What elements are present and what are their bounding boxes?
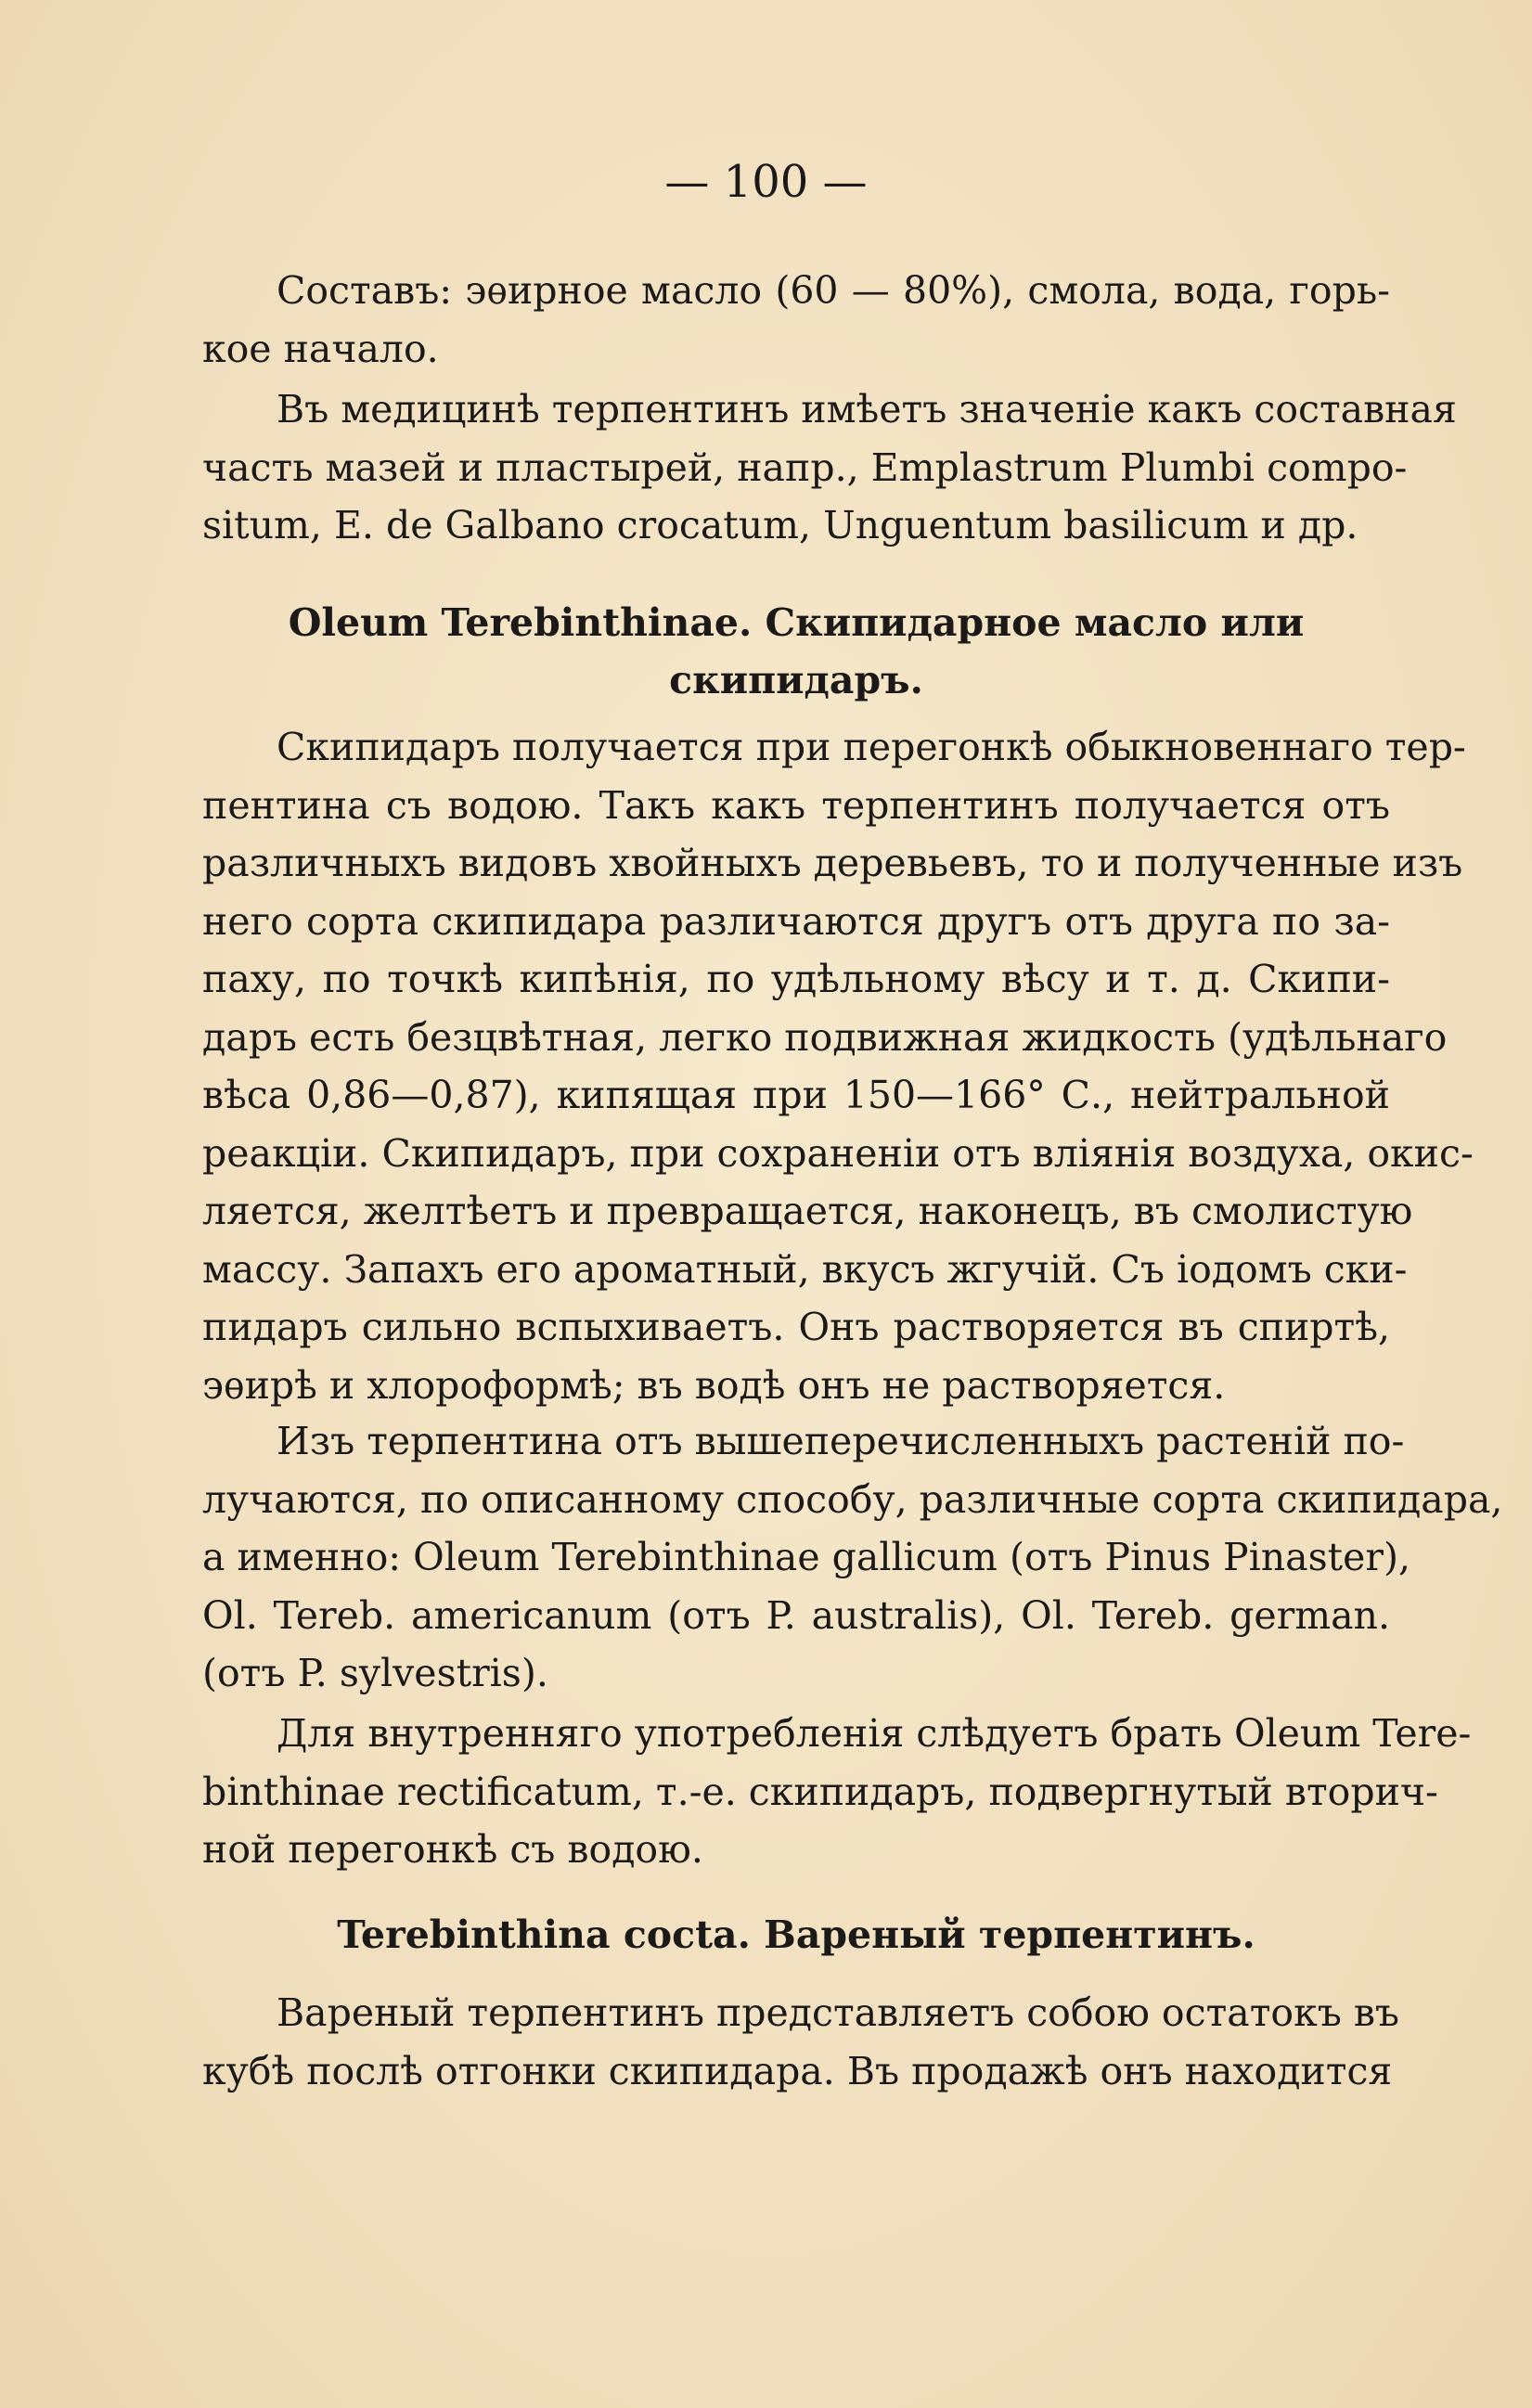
text-line: пидаръ сильно вспыхиваетъ. Онъ растворяется въ спиртѣ, bbox=[202, 1305, 1390, 1349]
text-line: вѣса 0,86—0,87), кипящая при 150—166° С., нейтральной bbox=[202, 1073, 1390, 1117]
text-line: Для внутренняго употребленія слѣдуетъ брать Oleum Tere- bbox=[277, 1711, 1472, 1756]
text-line: кубѣ послѣ отгонки скипидара. Въ продажѣ онъ находится bbox=[202, 2048, 1393, 2093]
text-line: situm, E. de Galbano crocatum, Unguentum basilicum и др. bbox=[202, 503, 1358, 547]
text-line: даръ есть безцвѣтная, легко подвижная жидкость (удѣльнаго bbox=[202, 1014, 1448, 1060]
page-number: — 100 — bbox=[664, 156, 868, 208]
section-heading-cocta bbox=[202, 1906, 1390, 1964]
text-line: него сорта скипидара различаются другъ отъ друга по за- bbox=[202, 898, 1390, 944]
heading-line: Terebinthina cocta. Вареный терпентинъ. bbox=[337, 1912, 1255, 1957]
text-line: Изъ терпентина отъ вышеперечисленныхъ растеній по- bbox=[277, 1419, 1405, 1463]
paragraph-composition bbox=[202, 262, 1390, 381]
text-line: Ol. Tereb. americanum (отъ P. australis), Ol. Tereb. german. bbox=[202, 1592, 1390, 1638]
paragraph-cooked-turpentine bbox=[202, 1984, 1399, 2104]
text-line: реакціи. Скипидаръ, при сохраненіи отъ вліянія воздуха, окис- bbox=[202, 1130, 1474, 1176]
text-line: binthinae rectificatum, т.-е. скипидаръ, подвергнутый вторич- bbox=[202, 1769, 1438, 1814]
text-line: (отъ P. sylvestris). bbox=[202, 1651, 548, 1695]
heading-line: Oleum Terebinthinae. Скипидарное масло или bbox=[288, 600, 1305, 645]
heading-line: скипидаръ. bbox=[669, 658, 923, 702]
text-line: часть мазей и пластырей, напр., Emplastrum Plumbi compo- bbox=[202, 444, 1408, 490]
text-line: ляется, желтѣетъ и превращается, наконецъ, въ смолистую bbox=[202, 1189, 1413, 1233]
text-line: лучаются, по описанному способу, различные сорта скипидара, bbox=[202, 1476, 1503, 1522]
text-line: паху, по точкѣ кипѣнія, по удѣльному вѣсу и т. д. Скипи- bbox=[202, 957, 1390, 1001]
paragraph-turpentine-oil bbox=[202, 718, 1474, 1418]
text-line: Въ медицинѣ терпентинъ имѣетъ значеніе какъ составная bbox=[277, 387, 1457, 431]
text-line: кое начало. bbox=[202, 326, 439, 371]
paragraph-internal-use bbox=[202, 1705, 1472, 1883]
paragraph-medicine bbox=[202, 380, 1457, 559]
text-line: эѳирѣ и хлороформѣ; въ водѣ онъ не растворяется. bbox=[202, 1362, 1226, 1408]
paragraph-sorts bbox=[202, 1412, 1503, 1706]
text-line: Скипидаръ получается при перегонкѣ обыкновеннаго тер- bbox=[277, 725, 1466, 769]
text-line: Составъ: эѳирное масло (60 — 80%), смола, вода, горь- bbox=[277, 268, 1390, 313]
text-line: ной перегонкѣ съ водою. bbox=[202, 1827, 703, 1872]
text-line: пентина съ водою. Такъ какъ терпентинъ получается отъ bbox=[202, 782, 1390, 828]
text-line: а именно: Oleum Terebinthinae gallicum (отъ Pinus Pinaster), bbox=[202, 1535, 1410, 1579]
text-line: массу. Запахъ его ароматный, вкусъ жгучій. Съ іодомъ ски- bbox=[202, 1246, 1408, 1292]
section-heading-oleum bbox=[202, 594, 1390, 709]
text-line: Вареный терпентинъ представляетъ собою остатокъ въ bbox=[277, 1990, 1399, 2035]
text-line: различныхъ видовъ хвойныхъ деревьевъ, то и полученные изъ bbox=[202, 841, 1463, 885]
